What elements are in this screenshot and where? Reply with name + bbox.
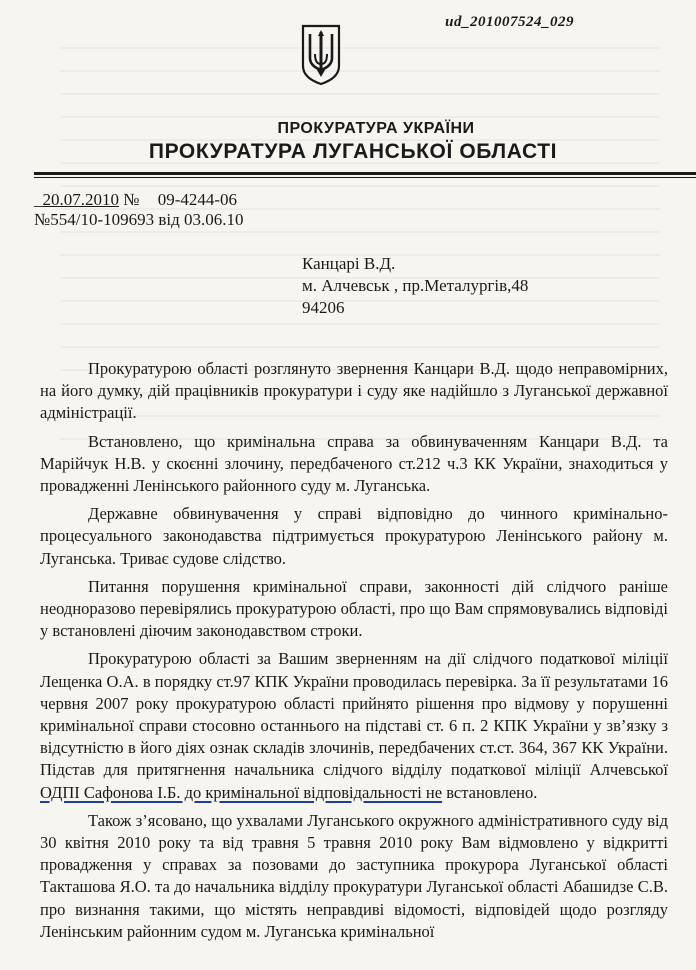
header-rule-thin: [34, 177, 696, 178]
outgoing-date: 20.07.2010: [42, 190, 119, 209]
paragraph-text: Прокуратурою області за Вашим зверненням на дії слідчого податкової міліції Лещенка О.А. в порядку ст.97 КПК України проводилась перевірка. За її результатами 16 червня 2007 року прокуратурою області прийнято рішення про відмову у порушенні кримінальної справи стосовно останнього на підставі ст. 6 п. 2 КПК України у зв’язку з відсутністю в його діях ознак складів злочинів, передбачених ст.ст. 364, 367 КК України. Підстав для притягнення начальника слідчого відділу податкової міліції Алчевської: [40, 649, 668, 780]
paragraph: Прокуратурою області розглянуто звернення Канцари В.Д. щодо неправомірних, на його думку, дій працівників прокуратури і суду яке надійшло з Луганської державної адміністрації.: [40, 359, 668, 423]
paragraph: Державне обвинувачення у справі відповідно до чинного кримінально-процесуального законодавства підтримується прокуратурою Ленінського району м. Луганська. Триває судове слідство.: [40, 504, 668, 568]
outgoing-reference: _20.07.2010 № 09-4244-06: [34, 190, 238, 209]
document-id: ud_201007524_029: [445, 14, 574, 30]
paragraph: Встановлено, що кримінальна справа за обвинуваченням Канцари В.Д. та Марійчук Н.В. у скоєнні злочину, передбаченого ст.212 ч.3 КК України, знаходиться у провадженні Ленінського районного суду м. Луганська.: [40, 431, 668, 496]
addressee-name: Канцарі В.Д.: [302, 254, 396, 273]
paragraph: [40, 648, 668, 803]
addressee-postcode: 94206: [302, 298, 345, 317]
paragraph-text: встановлено.: [442, 782, 538, 802]
trident-emblem-icon: [301, 24, 341, 86]
paragraph: Також з’ясовано, що ухвалами Луганського окружного адміністративного суду від 30 квітня 2010 року та від травня 5 травня 2010 року Вам відмовлено у відкритті провадження у справах за позовами до заступника прокурора Луганської області Такташова Я.О. та до начальника відділу прокуратури Луганської області Абашидзе С.В. про визнання такими, що містять неправдиві відомості, відповідей щодо розгляду Ленінським районним судом м. Луганська кримінальної: [40, 810, 668, 941]
addressee-address: м. Алчевськ , пр.Металургів,48: [302, 276, 529, 295]
org-name-primary: ПРОКУРАТУРА УКРАЇНИ: [277, 120, 475, 137]
incoming-reference: №554/10-109693 від 03.06.10: [34, 210, 244, 229]
letter-body: [40, 358, 668, 949]
underlined-text: ОДПІ Сафонова І.Б. до кримінальної відповідальності не: [40, 782, 443, 802]
outgoing-number: 09-4244-06: [157, 190, 238, 209]
org-name-regional: ПРОКУРАТУРА ЛУГАНСЬКОЇ ОБЛАСТІ: [148, 140, 558, 163]
number-label: №: [123, 190, 140, 209]
paragraph: Питання порушення кримінальної справи, законності дій слідчого раніше неодноразово перевірялись прокуратурою області, про що Вам спрямовувались відповіді у встановлені діючим законодавством строки.: [40, 576, 668, 641]
header-rule-thick: [34, 172, 696, 175]
